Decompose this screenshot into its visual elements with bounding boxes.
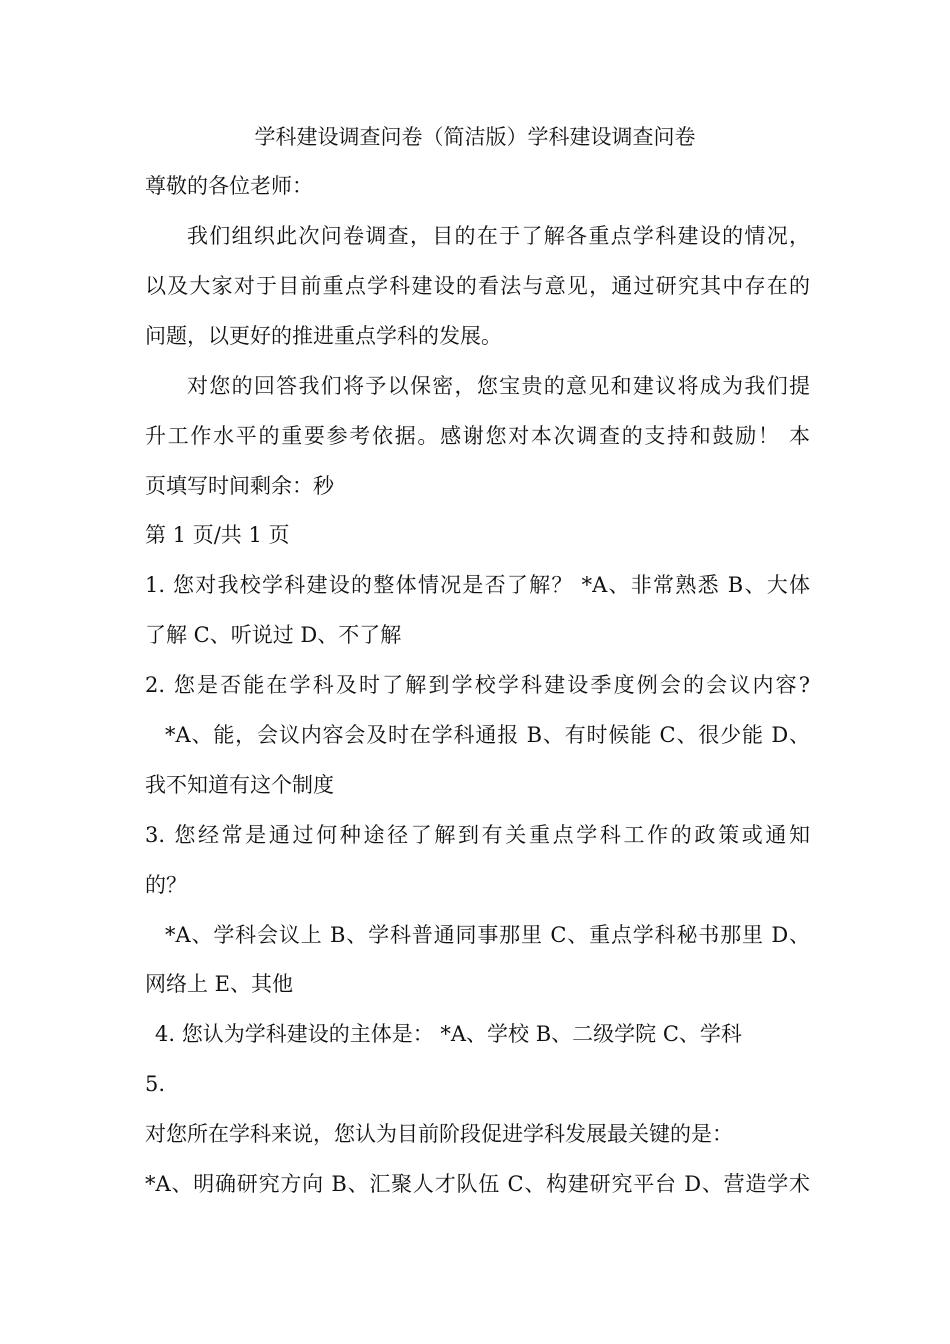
- document-title: 学科建设调查问卷（简洁版）学科建设调查问卷: [254, 125, 696, 149]
- question-2-line-2: *A、能，会议内容会及时在学科通报 B、有时候能 C、很少能 D、: [165, 723, 810, 747]
- confidential-paragraph-line-1: 对您的回答我们将予以保密，您宝贵的意见和建议将成为我们提: [187, 374, 810, 398]
- page-indicator: 第 1 页/共 1 页: [145, 523, 290, 547]
- confidential-paragraph-line-2: 升工作水平的重要参考依据。感谢您对本次调查的支持和鼓励！ 本: [145, 424, 810, 448]
- question-3-line-2: 的？: [145, 873, 187, 897]
- question-2-line-3: 我不知道有这个制度: [145, 773, 334, 797]
- question-5-number: 5.: [145, 1072, 166, 1096]
- question-1-line-1: 1. 您对我校学科建设的整体情况是否了解？ *A、非常熟悉 B、大体: [145, 573, 810, 597]
- intro-paragraph-line-1: 我们组织此次问卷调查，目的在于了解各重点学科建设的情况，: [187, 224, 810, 248]
- question-3-line-3: *A、学科会议上 B、学科普通同事那里 C、重点学科秘书那里 D、: [165, 923, 810, 947]
- question-1-line-2: 了解 C、听说过 D、不了解: [145, 623, 402, 647]
- intro-paragraph-line-3: 问题，以更好的推进重点学科的发展。: [145, 324, 502, 348]
- timer-remaining-text: 页填写时间剩余：秒: [145, 474, 334, 498]
- intro-paragraph-line-2: 以及大家对于目前重点学科建设的看法与意见，通过研究其中存在的: [145, 274, 810, 298]
- question-3-line-1: 3. 您经常是通过何种途径了解到有关重点学科工作的政策或通知: [145, 823, 810, 847]
- question-5-line-1: 对您所在学科来说，您认为目前阶段促进学科发展最关键的是：: [145, 1122, 733, 1146]
- question-4-line-1: 4. 您认为学科建设的主体是： *A、学校 B、二级学院 C、学科: [155, 1022, 742, 1046]
- question-2-line-1: 2. 您是否能在学科及时了解到学校学科建设季度例会的会议内容?: [145, 673, 810, 697]
- question-3-line-4: 网络上 E、其他: [145, 972, 294, 996]
- salutation: 尊敬的各位老师：: [145, 174, 313, 198]
- question-5-line-2: *A、明确研究方向 B、汇聚人才队伍 C、构建研究平台 D、营造学术: [145, 1172, 810, 1196]
